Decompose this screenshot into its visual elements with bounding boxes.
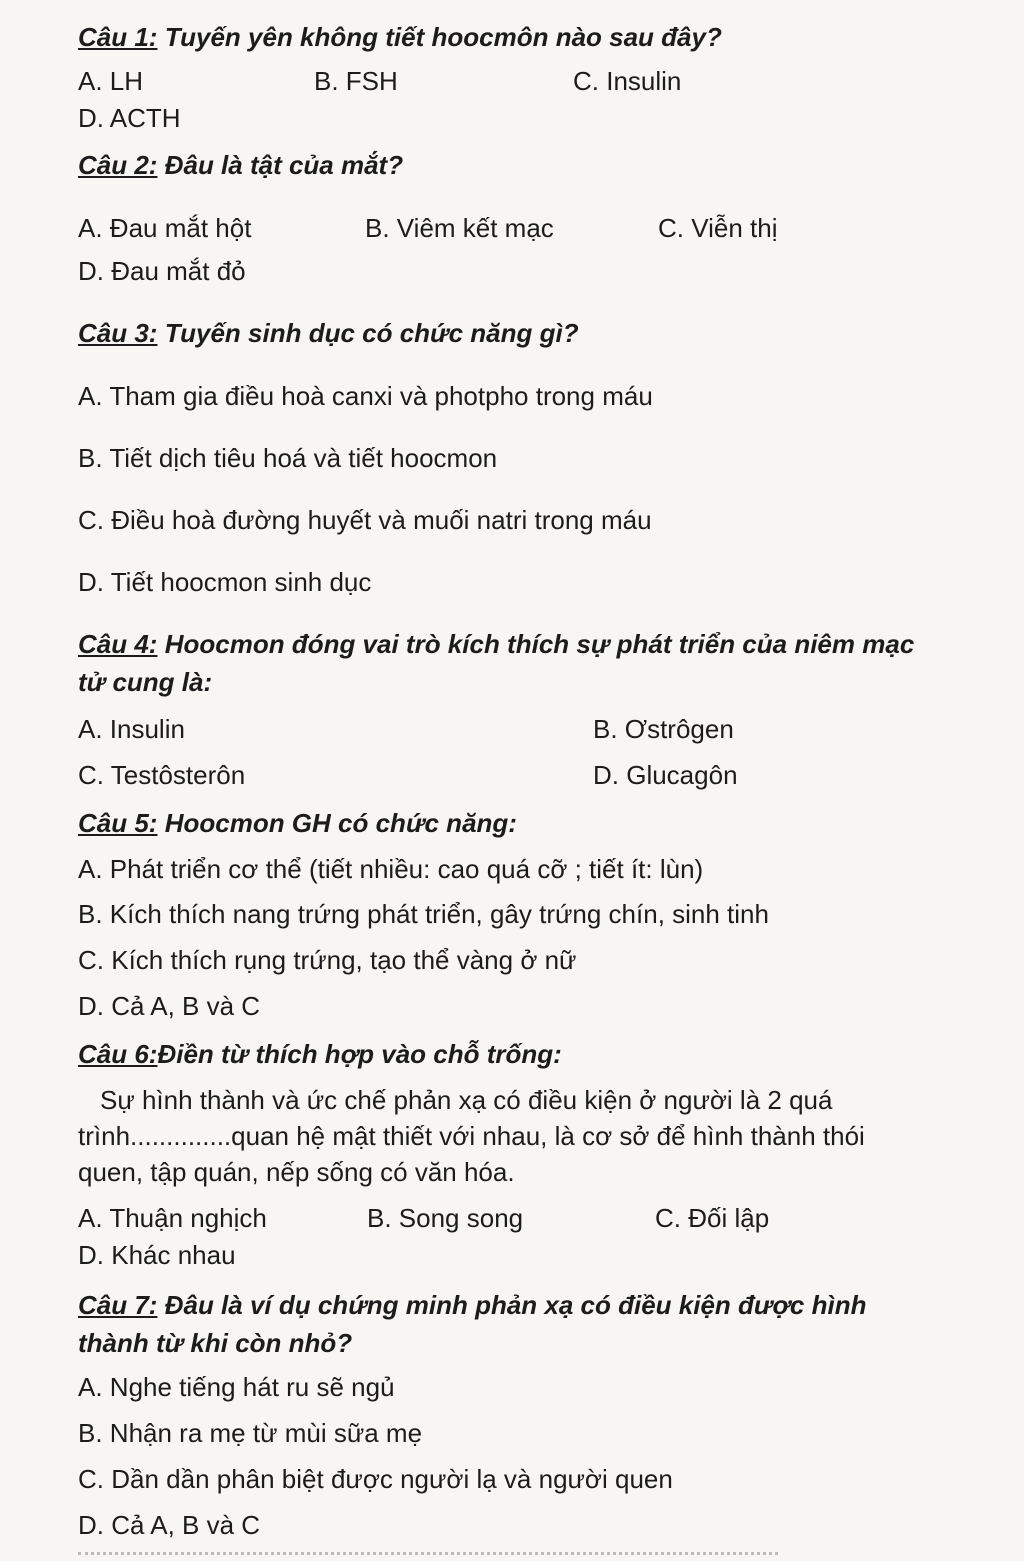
question-4-text: Hoocmon đóng vai trò kích thích sự phát triển của niêm mạc tử cung là: — [78, 629, 915, 697]
question-5-option-c: C. Kích thích rụng trứng, tạo thể vàng ở nữ — [78, 945, 577, 975]
question-6-text: Điền từ thích hợp vào chỗ trống: — [157, 1039, 562, 1069]
question-3-title — [78, 318, 579, 349]
question-3-option-b: B. Tiết dịch tiêu hoá và tiết hoocmon — [78, 443, 498, 473]
question-3-option-c: C. Điều hoà đường huyết và muối natri trong máu — [78, 505, 652, 535]
question-5-option-a: A. Phát triển cơ thể (tiết nhiều: cao quá cỡ ; tiết ít: lùn) — [78, 854, 704, 884]
question-5-option-b: B. Kích thích nang trứng phát triển, gây trứng chín, sinh tinh — [78, 899, 769, 929]
question-1-option-c: C. Insulin — [573, 66, 682, 96]
question-1-option-a: A. LH — [78, 66, 144, 96]
question-6-number: Câu 6: — [78, 1039, 158, 1069]
question-7-option-b: B. Nhận ra mẹ từ mùi sữa mẹ — [78, 1418, 423, 1448]
question-6-option-c: C. Đối lập — [655, 1203, 770, 1233]
question-3-text: Tuyến sinh dục có chức năng gì? — [164, 318, 579, 348]
question-5-text: Hoocmon GH có chức năng: — [164, 808, 517, 838]
question-2-title — [78, 150, 403, 181]
question-3-option-a: A. Tham gia điều hoà canxi và photpho trong máu — [78, 381, 653, 411]
question-2-option-d: D. Đau mắt đỏ — [78, 256, 246, 286]
question-4-number: Câu 4: — [78, 629, 158, 659]
question-3-option-d: D. Tiết hoocmon sinh dục — [78, 567, 372, 597]
question-7-option-d: D. Cả A, B và C — [78, 1510, 261, 1540]
question-7-option-a: A. Nghe tiếng hát ru sẽ ngủ — [78, 1372, 395, 1402]
question-1-option-b: B. FSH — [314, 66, 398, 96]
question-2-option-c: C. Viễn thị — [658, 213, 778, 243]
question-1-text: Tuyến yên không tiết hoocmôn nào sau đây? — [164, 22, 722, 52]
question-6-title — [78, 1039, 562, 1070]
question-6-option-a: A. Thuận nghịch — [78, 1203, 267, 1233]
question-6-option-d: D. Khác nhau — [78, 1240, 236, 1270]
question-1-title — [78, 22, 722, 53]
question-7-text: Đâu là ví dụ chứng minh phản xạ có điều kiện được hình thành từ khi còn nhỏ? — [78, 1290, 867, 1358]
question-5-title — [78, 808, 517, 839]
question-7-number: Câu 7: — [78, 1290, 158, 1320]
question-7-title — [78, 1286, 938, 1362]
question-4-title — [78, 625, 938, 701]
question-4-option-d: D. Glucagôn — [593, 760, 738, 790]
question-6-passage: Sự hình thành và ức chế phản xạ có điều kiện ở người là 2 quá trình..............quan hệ mật thiết với nhau, là cơ sở để hình thành thói quen, tập quán, nếp sống có văn hóa. — [78, 1085, 865, 1187]
question-2-number: Câu 2: — [78, 150, 158, 180]
question-6-option-b: B. Song song — [367, 1203, 524, 1233]
question-7-option-c: C. Dần dần phân biệt được người lạ và người quen — [78, 1464, 673, 1494]
question-2-option-a: A. Đau mắt hột — [78, 213, 252, 243]
question-3-number: Câu 3: — [78, 318, 158, 348]
cut-off-next-line — [78, 1552, 778, 1561]
question-2-text: Đâu là tật của mắt? — [164, 150, 404, 180]
question-1-option-d: D. ACTH — [78, 103, 181, 133]
question-4-option-b: B. Ơstrôgen — [593, 714, 734, 744]
question-4-option-a: A. Insulin — [78, 714, 185, 744]
question-5-option-d: D. Cả A, B và C — [78, 991, 261, 1021]
question-5-number: Câu 5: — [78, 808, 158, 838]
question-2-option-b: B. Viêm kết mạc — [365, 213, 554, 243]
question-1-number: Câu 1: — [78, 22, 158, 52]
question-6-passage-block — [78, 1082, 908, 1190]
question-4-option-c: C. Testôsterôn — [78, 760, 246, 790]
